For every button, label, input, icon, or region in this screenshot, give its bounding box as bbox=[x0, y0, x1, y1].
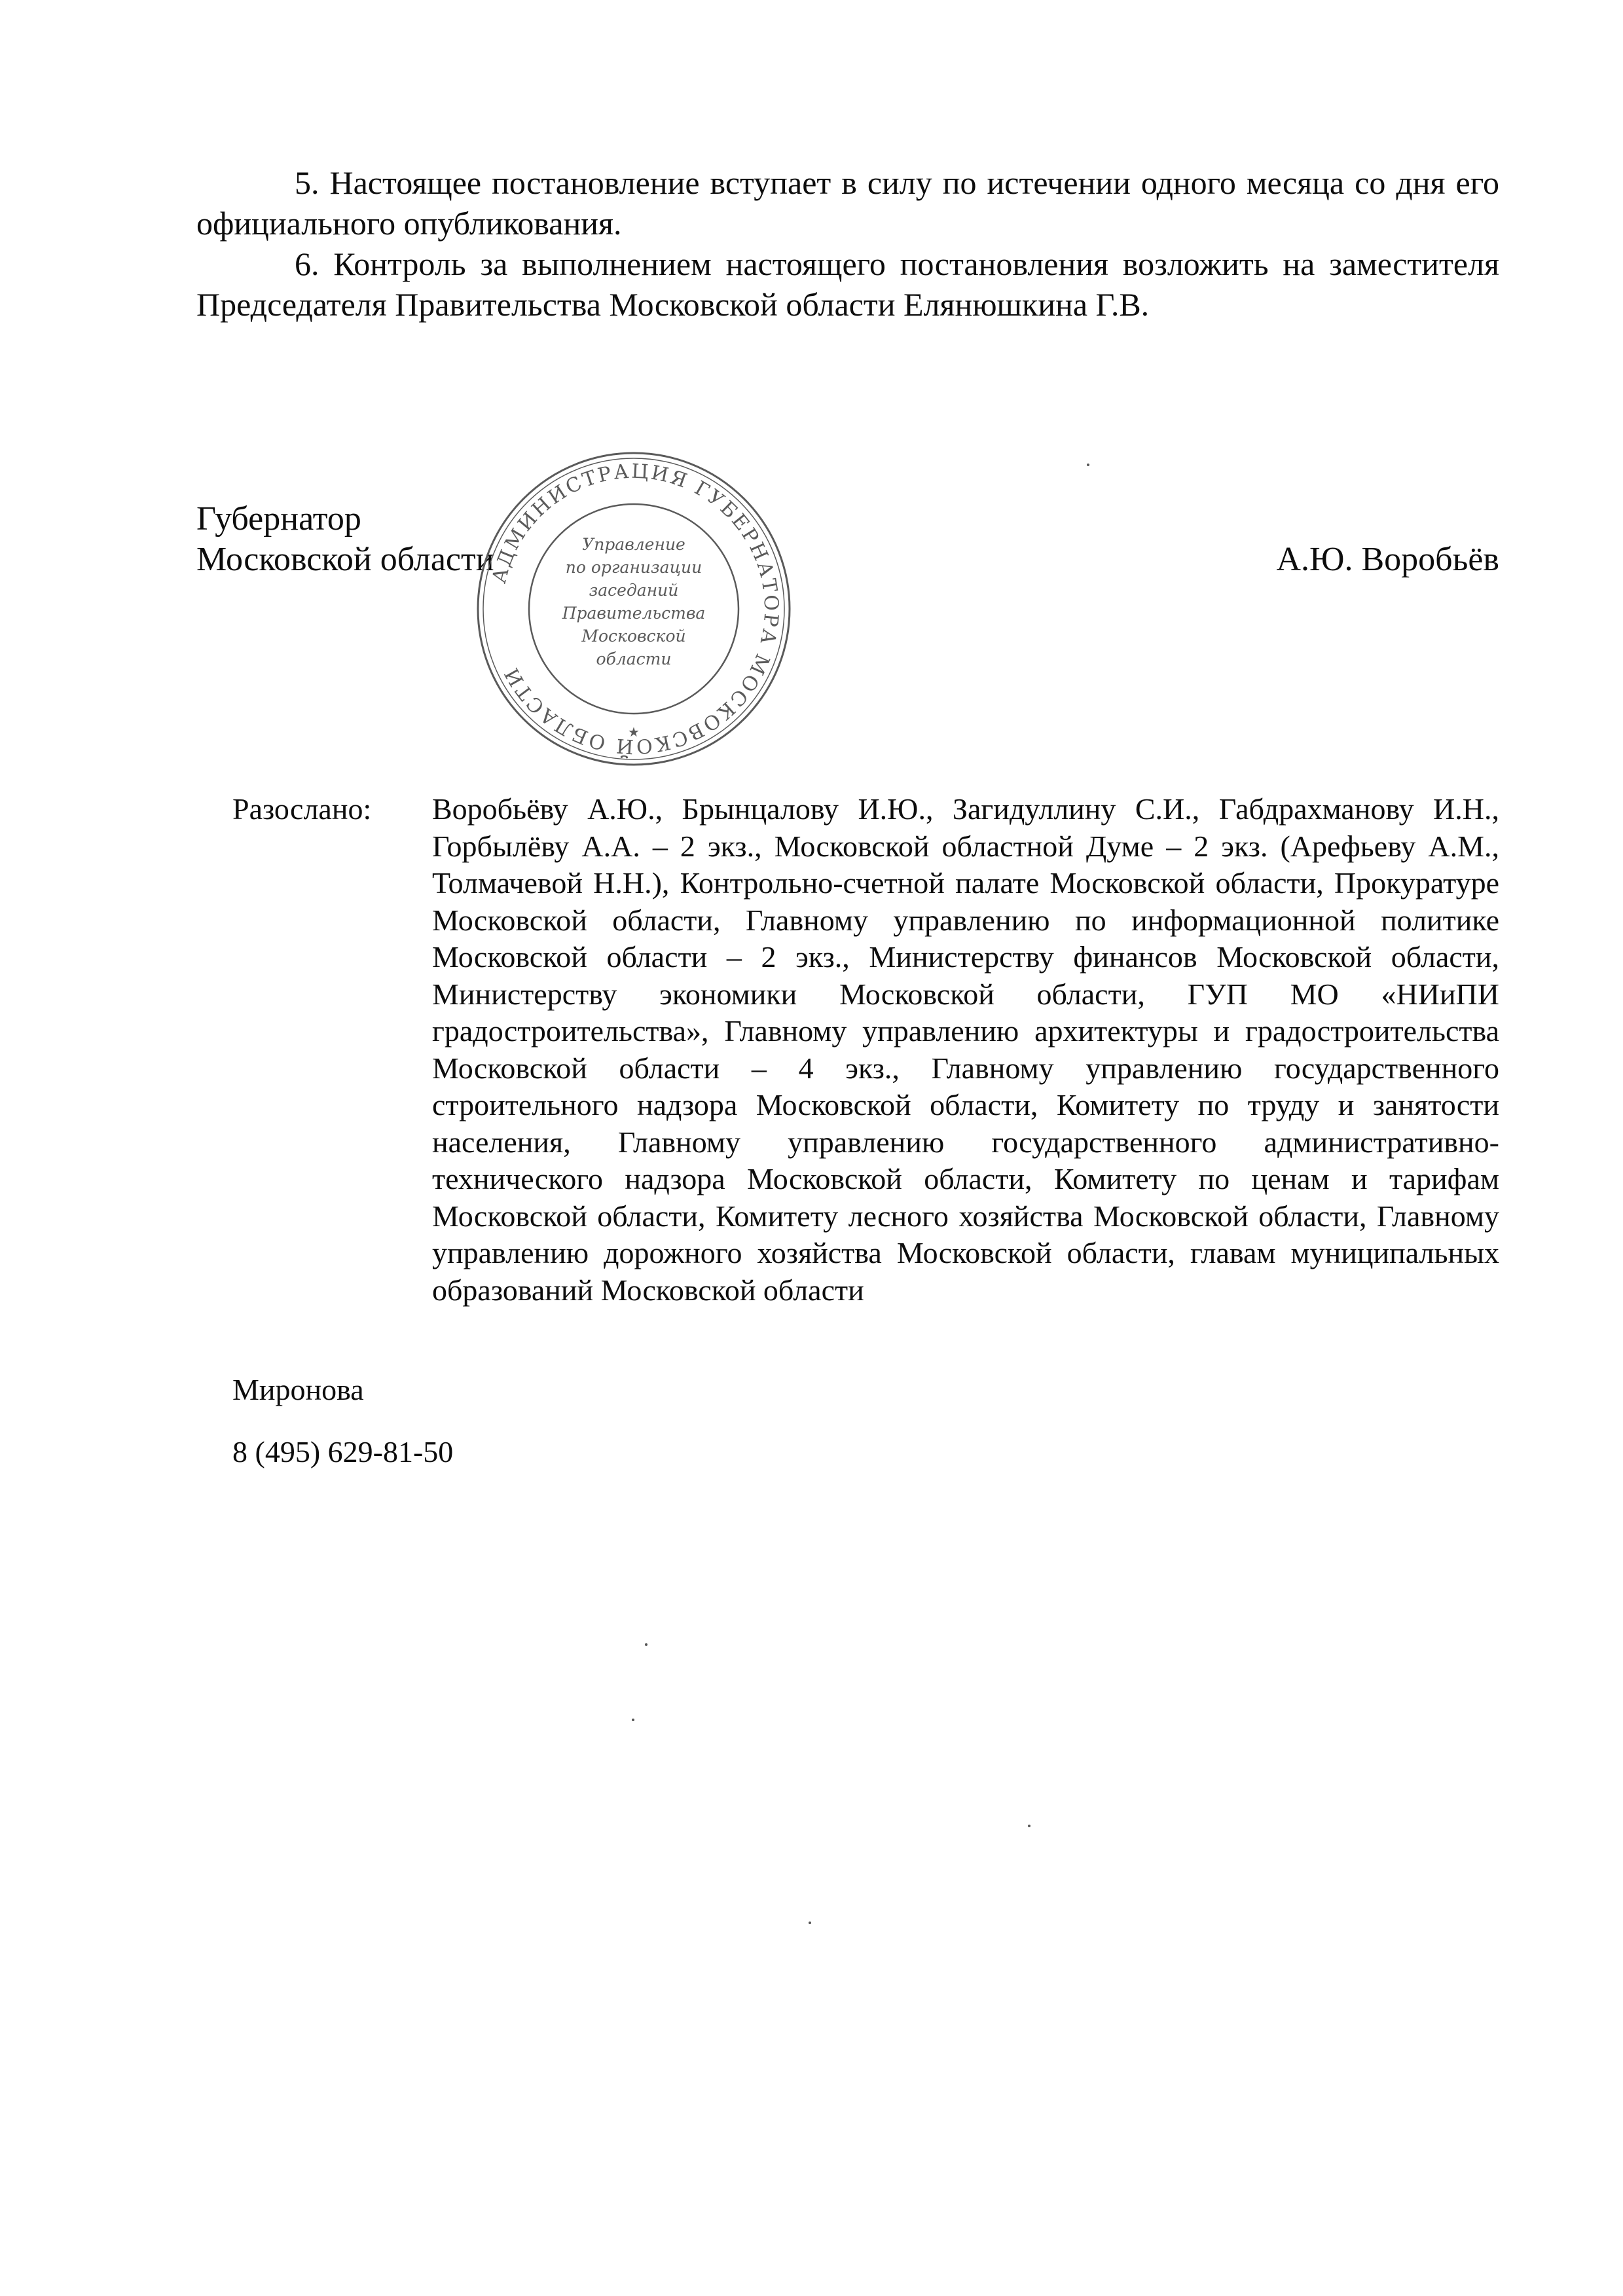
executor-name: Миронова bbox=[232, 1373, 364, 1406]
stamp-outer-text: АДМИНИСТРАЦИЯ ГУБЕРНАТОРА МОСКОВСКОЙ ОБЛАСТИ bbox=[487, 460, 783, 758]
signatory-position-line2: Московской области bbox=[196, 541, 494, 578]
scan-speck bbox=[632, 1719, 634, 1721]
clause-5: 5. Настоящее постановление вступает в силу по истечении одного месяца со дня его официального опубликования. bbox=[196, 164, 1499, 242]
distribution-list: Воробьёву А.Ю., Брынцалову И.Ю., Загидуллину С.И., Габдрахманову И.Н., Горбылёву А.А. – 2 экз., Московской областной Думе – 2 экз. (Арефьеву А.М., Толмачевой Н.Н.), Контрольно-счетной палате Московской области, Прокуратуре Московской области, Главному управлению по информационной политике Московской области – 2 экз., Министерству финансов Московской области, Министерству экономики Московской области, ГУП МО «НИиПИ градостроительства», Главному управлению архитектуры и градостроительства Московской области – 4 экз., Главному управлению государственного строительного надзора Московской области, Комитету по труду и занятости населения, Главному управлению государственного административно-технического надзора Московской области, Комитету по ценам и тарифам Московской области, Комитету лесного хозяйства Московской области, Главному управлению дорожного хозяйства Московской области, главам муниципальных образований Московской области bbox=[432, 792, 1499, 1307]
stamp-inner-line-1: Управление bbox=[582, 535, 685, 554]
stamp-inner-line-6: области bbox=[596, 649, 672, 668]
stamp-inner-line-2: по организации bbox=[565, 558, 702, 577]
scan-speck bbox=[809, 1922, 811, 1924]
clause-6: 6. Контроль за выполнением настоящего постановления возложить на заместителя Председателя Правительства Московской области Елянюшкина Г.В. bbox=[196, 246, 1499, 323]
scan-speck bbox=[1087, 464, 1089, 466]
scan-speck bbox=[645, 1643, 647, 1646]
signatory-position-line1: Губернатор bbox=[196, 500, 361, 538]
distribution-label: Разослано: bbox=[232, 792, 372, 826]
stamp-inner-line-3: заседаний bbox=[589, 581, 679, 600]
stamp-star-icon: ★ bbox=[628, 725, 640, 740]
stamp-inner-line-5: Московской bbox=[581, 627, 686, 646]
stamp-inner-line-4: Правительства bbox=[562, 604, 706, 623]
official-stamp-seal bbox=[470, 445, 797, 773]
scan-speck bbox=[1028, 1825, 1030, 1827]
signatory-name: А.Ю. Воробьёв bbox=[1276, 541, 1499, 578]
executor-phone: 8 (495) 629-81-50 bbox=[232, 1435, 454, 1468]
signatory-position bbox=[196, 499, 494, 580]
